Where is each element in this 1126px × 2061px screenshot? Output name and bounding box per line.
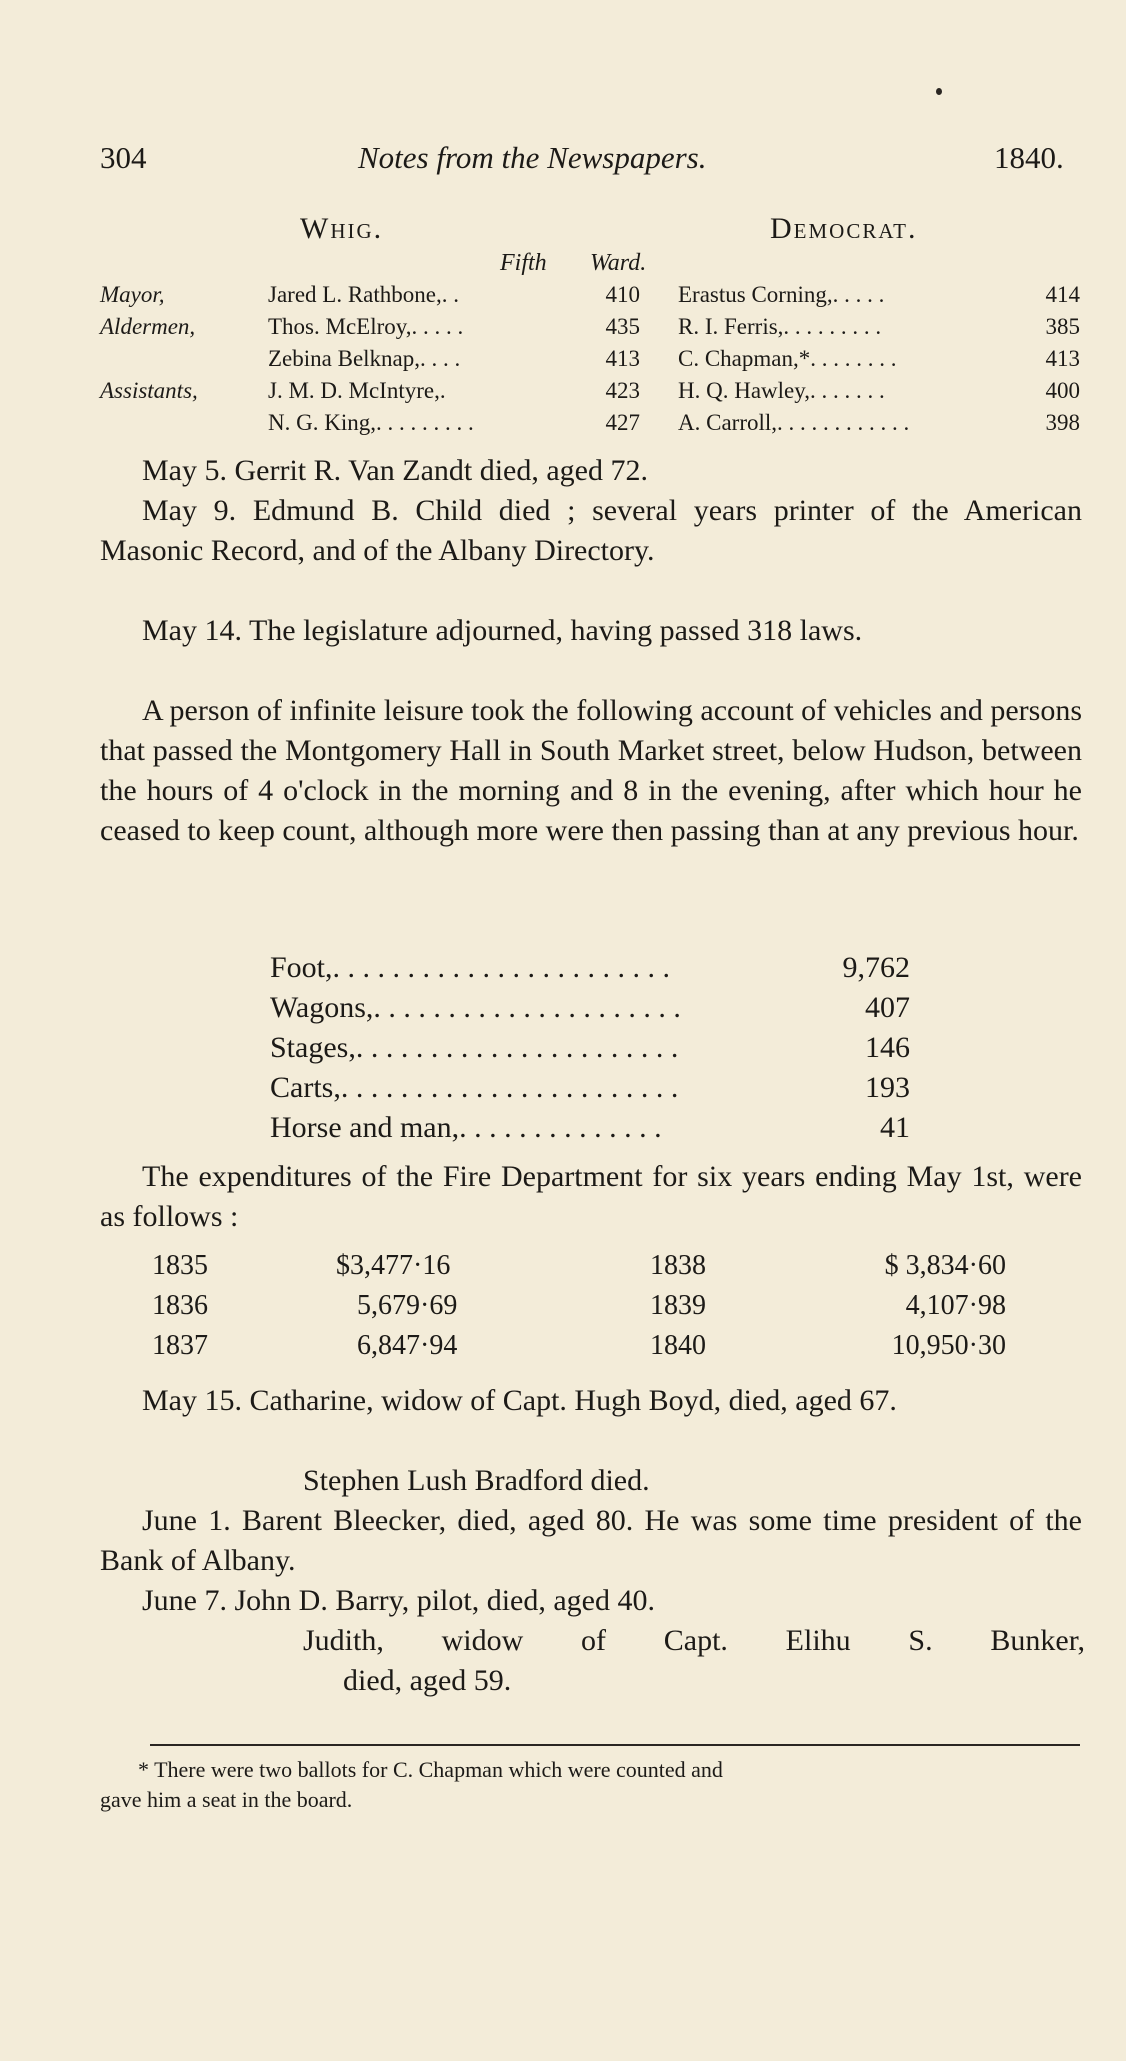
whig-votes: 435 <box>605 314 640 339</box>
expenditure-year: 1839 <box>650 1290 706 1321</box>
expenditure-year: 1840 <box>650 1330 706 1361</box>
tally-value: 9,762 <box>842 951 910 984</box>
whig-votes: 410 <box>605 282 640 307</box>
office-label: Aldermen, <box>100 314 196 339</box>
whig-votes: 423 <box>605 378 640 403</box>
expenditure-year: 1835 <box>152 1250 208 1281</box>
entry-bunker-continued: died, aged 59. <box>343 1664 512 1697</box>
entry-june-1: June 1. Barent Bleecker, died, aged 80. He was some time president of the Bank of Albany. <box>100 1504 1082 1577</box>
entry-bunker: Judith, widow of Capt. Elihu S. Bunker, <box>303 1624 1085 1657</box>
tally-label: Foot,. . . . . . . . . . . . . . . . . . . . . . . <box>270 951 671 984</box>
democrat-heading: Democrat. <box>770 212 918 245</box>
footnote-line-1: * There were two ballots for C. Chapman which were counted and <box>138 1757 723 1782</box>
entry-may-9: May 9. Edmund B. Child died ; several years printer of the American Masonic Record, and of the Albany Directory. <box>100 494 1082 567</box>
entry-leisure-count: A person of infinite leisure took the following account of vehicles and persons that passed the Montgomery Hall in South Market street, below Hudson, between the hours of 4 o'clock in the morning and 8 in the evening, after which hour he ceased to keep count, although more were then passing than at any previous hour. <box>100 694 1082 847</box>
whig-candidate: Jared L. Rathbone,. . <box>268 282 459 307</box>
running-year: 1840. <box>994 140 1064 175</box>
page-number: 304 <box>100 140 147 175</box>
fire-department-intro: The expenditures of the Fire Department for six years ending May 1st, were as follows : <box>100 1160 1082 1233</box>
tally-value: 407 <box>865 991 910 1024</box>
whig-votes: 427 <box>605 410 640 435</box>
whig-candidate: Zebina Belknap,. . . . <box>268 346 461 371</box>
expenditure-year: 1838 <box>650 1250 706 1281</box>
democrat-votes: 398 <box>1045 410 1080 435</box>
whig-candidate: Thos. McElroy,. . . . . <box>268 314 464 339</box>
office-label: Assistants, <box>100 378 198 403</box>
ward-heading-fifth: Fifth <box>500 250 547 276</box>
entry-june-7: June 7. John D. Barry, pilot, died, aged 40. <box>142 1584 655 1617</box>
democrat-candidate: C. Chapman,*. . . . . . . . <box>678 346 897 371</box>
running-title: Notes from the Newspapers. <box>358 140 707 175</box>
footnote-rule <box>150 1744 1080 1746</box>
expenditure-amount: 6,847·94 <box>357 1330 458 1361</box>
expenditure-amount: 10,950·30 <box>891 1330 1006 1361</box>
tally-label: Carts,. . . . . . . . . . . . . . . . . . . . . . . <box>270 1071 679 1104</box>
tally-value: 41 <box>880 1111 910 1144</box>
entry-may-5: May 5. Gerrit R. Van Zandt died, aged 72. <box>142 454 649 487</box>
expenditure-year: 1836 <box>152 1290 208 1321</box>
democrat-candidate: A. Carroll,. . . . . . . . . . . . <box>678 410 910 435</box>
democrat-votes: 400 <box>1045 378 1080 403</box>
democrat-votes: 385 <box>1045 314 1080 339</box>
tally-label: Stages,. . . . . . . . . . . . . . . . . . . . . . <box>270 1031 679 1064</box>
tally-value: 193 <box>865 1071 910 1104</box>
democrat-votes: 413 <box>1045 346 1080 371</box>
whig-heading: Whig. <box>300 212 384 245</box>
office-label: Mayor, <box>100 282 165 307</box>
entry-bradford: Stephen Lush Bradford died. <box>303 1464 650 1497</box>
expenditure-year: 1837 <box>152 1330 208 1361</box>
entry-may-14: May 14. The legislature adjourned, having passed 318 laws. <box>142 614 863 647</box>
democrat-votes: 414 <box>1045 282 1080 307</box>
ink-speck <box>936 88 942 95</box>
tally-value: 146 <box>865 1031 910 1064</box>
democrat-candidate: R. I. Ferris,. . . . . . . . . <box>678 314 882 339</box>
democrat-candidate: H. Q. Hawley,. . . . . . . <box>678 378 885 403</box>
ward-heading-ward: Ward. <box>590 250 647 276</box>
expenditure-amount: 5,679·69 <box>357 1290 458 1321</box>
tally-label: Wagons,. . . . . . . . . . . . . . . . . . . . . <box>270 991 681 1024</box>
whig-candidate: N. G. King,. . . . . . . . . <box>268 410 474 435</box>
tally-label: Horse and man,. . . . . . . . . . . . . . <box>270 1111 662 1144</box>
democrat-candidate: Erastus Corning,. . . . . <box>678 282 885 307</box>
footnote-line-2: gave him a seat in the board. <box>100 1787 353 1812</box>
expenditure-amount: $ 3,834·60 <box>884 1250 1006 1281</box>
whig-candidate: J. M. D. McIntyre,. <box>268 378 446 403</box>
expenditure-amount: 4,107·98 <box>905 1290 1006 1321</box>
whig-votes: 413 <box>605 346 640 371</box>
expenditure-amount: $3,477·16 <box>336 1250 451 1281</box>
entry-may-15: May 15. Catharine, widow of Capt. Hugh Boyd, died, aged 67. <box>142 1384 897 1417</box>
